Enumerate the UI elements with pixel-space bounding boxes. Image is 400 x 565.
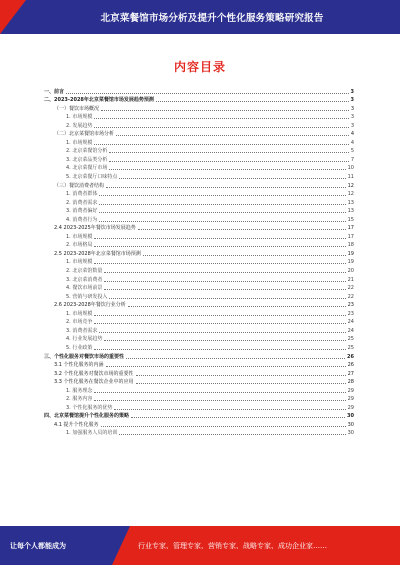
toc-dot-leader bbox=[99, 203, 345, 205]
toc-entry-page: 26 bbox=[347, 362, 354, 369]
toc-entry-title: 2. 北京菜餐馆分析 bbox=[66, 148, 108, 155]
toc-dot-leader bbox=[109, 160, 348, 162]
page-header bbox=[0, 0, 400, 34]
toc-entry[interactable] bbox=[44, 146, 354, 155]
toc-entry-page: 30 bbox=[347, 413, 354, 420]
toc-entry[interactable] bbox=[44, 325, 354, 334]
toc-entry-title: 5. 北京菜餐厅口味特点 bbox=[66, 174, 118, 181]
toc-entry-title: 1. 加强服务人员的培训 bbox=[66, 430, 118, 437]
toc-entry[interactable] bbox=[44, 308, 354, 317]
toc-entry-title: 2. 市场格局 bbox=[66, 242, 93, 249]
toc-entry-page: 30 bbox=[347, 430, 354, 437]
toc-entry-title: 5. 行业政策 bbox=[66, 344, 93, 351]
toc-entry-title: 4. 行业发展趋势 bbox=[66, 336, 103, 343]
toc-entry[interactable] bbox=[44, 248, 354, 257]
toc-entry-page: 24 bbox=[347, 319, 354, 326]
toc-entry-page: 27 bbox=[347, 370, 354, 377]
toc-dot-leader bbox=[66, 92, 349, 94]
toc-entry[interactable] bbox=[44, 274, 354, 283]
toc-entry-page: 13 bbox=[347, 208, 354, 215]
toc-entry-title: 2. 市场竞争 bbox=[66, 319, 93, 326]
toc-entry-page: 3 bbox=[350, 88, 354, 95]
toc-dot-leader bbox=[131, 416, 345, 418]
toc-entry-page: 5 bbox=[350, 148, 354, 155]
toc-entry[interactable] bbox=[44, 394, 354, 403]
toc-dot-leader bbox=[94, 322, 345, 324]
toc-entry-page: 13 bbox=[347, 199, 354, 206]
toc-entry-page: 12 bbox=[347, 191, 354, 198]
toc-entry[interactable] bbox=[44, 189, 354, 198]
toc-dot-leader bbox=[94, 262, 345, 264]
toc-entry[interactable] bbox=[44, 377, 354, 386]
toc-dot-leader bbox=[94, 126, 348, 128]
toc-entry-page: 30 bbox=[347, 421, 354, 428]
toc-dot-leader bbox=[128, 305, 346, 307]
toc-dot-leader bbox=[109, 168, 345, 170]
toc-entry[interactable] bbox=[44, 197, 354, 206]
toc-entry-page: 17 bbox=[347, 225, 354, 232]
toc-entry-title: 四、北京菜餐馆提升个性化服务的策略 bbox=[44, 413, 130, 420]
toc-entry[interactable] bbox=[44, 283, 354, 292]
toc-entry-title: 1. 服务理念 bbox=[66, 387, 93, 394]
toc-entry-page: 21 bbox=[347, 276, 354, 283]
toc-dot-leader bbox=[94, 348, 345, 350]
toc-entry-page: 25 bbox=[347, 336, 354, 343]
toc-entry[interactable] bbox=[44, 137, 354, 146]
toc-entry-page: 11 bbox=[347, 174, 354, 181]
toc-dot-leader bbox=[114, 408, 345, 410]
toc-entry-title: 2.4 2023-2025年餐饮市场发展趋势 bbox=[54, 225, 136, 232]
toc-entry-title: 3. 消费者偏好 bbox=[66, 208, 98, 215]
toc-entry-page: 4 bbox=[350, 131, 354, 138]
toc-entry[interactable] bbox=[44, 411, 354, 420]
toc-entry-page: 17 bbox=[347, 233, 354, 240]
toc-entry-title: 三、个性化服务对餐饮市场的重要性 bbox=[44, 353, 125, 360]
toc-entry-page: 24 bbox=[347, 327, 354, 334]
toc-dot-leader bbox=[104, 288, 345, 290]
toc-dot-leader bbox=[94, 237, 345, 239]
toc-entry-page: 3 bbox=[350, 105, 354, 112]
toc-entry-page: 29 bbox=[347, 404, 354, 411]
toc-entry-page: 10 bbox=[347, 165, 354, 172]
toc-entry-page: 28 bbox=[347, 379, 354, 386]
toc-entry-title: 二、2023-2028年北京菜餐馆市场发展趋势预测 bbox=[44, 97, 154, 104]
toc-entry[interactable] bbox=[44, 154, 354, 163]
toc-dot-leader bbox=[94, 117, 348, 119]
toc-entry-title: 4. 北京菜餐厅市场 bbox=[66, 165, 108, 172]
toc-entry-title: 4. 餐饮市场前景 bbox=[66, 285, 103, 292]
toc-entry[interactable] bbox=[44, 240, 354, 249]
toc-dot-leader bbox=[99, 211, 345, 213]
toc-entry-page: 3 bbox=[350, 97, 354, 104]
toc-dot-leader bbox=[126, 357, 345, 359]
toc-entry-title: 3.3 个性化服务在餐饮企业中的应用 bbox=[54, 379, 134, 386]
header-red-accent bbox=[0, 0, 26, 34]
footer-slogan-right bbox=[112, 526, 400, 565]
toc-entry-title: 2. 北京菜馆数量 bbox=[66, 268, 103, 275]
page-footer bbox=[0, 526, 400, 565]
toc-dot-leader bbox=[99, 194, 345, 196]
toc-dot-leader bbox=[94, 391, 345, 393]
toc-dot-leader bbox=[94, 314, 345, 316]
table-of-contents bbox=[44, 86, 354, 436]
toc-dot-leader bbox=[94, 399, 345, 401]
toc-entry[interactable] bbox=[44, 257, 354, 266]
toc-entry-page: 22 bbox=[347, 293, 354, 300]
toc-entry-title: 2.6 2023-2028年餐饮行业分析 bbox=[54, 302, 126, 309]
toc-entry-page: 15 bbox=[347, 216, 354, 223]
toc-entry-page: 29 bbox=[347, 396, 354, 403]
toc-entry[interactable] bbox=[44, 402, 354, 411]
toc-entry-title: 1. 市场规模 bbox=[66, 114, 93, 121]
toc-entry-title: （一）餐饮市场概况 bbox=[54, 105, 100, 112]
toc-entry-title: 3. 北京菜品类分析 bbox=[66, 156, 108, 163]
toc-entry-page: 19 bbox=[347, 259, 354, 266]
toc-dot-leader bbox=[109, 297, 345, 299]
toc-dot-leader bbox=[104, 280, 345, 282]
toc-entry-title: 1. 市场规模 bbox=[66, 139, 93, 146]
toc-entry-title: 1. 市场规模 bbox=[66, 233, 93, 240]
toc-entry-title: 2. 服务内容 bbox=[66, 396, 93, 403]
toc-entry-title: 3. 个性化服务的优势 bbox=[66, 404, 113, 411]
toc-dot-leader bbox=[119, 433, 345, 435]
footer-divider-shape bbox=[112, 526, 130, 565]
toc-entry[interactable] bbox=[44, 231, 354, 240]
toc-dot-leader bbox=[156, 100, 349, 102]
toc-entry-page: 18 bbox=[347, 242, 354, 249]
toc-entry-page: 7 bbox=[350, 156, 354, 163]
toc-dot-leader bbox=[101, 109, 349, 111]
toc-dot-leader bbox=[136, 382, 346, 384]
toc-entry-title: 2. 消费者需求 bbox=[66, 199, 98, 206]
toc-entry[interactable] bbox=[44, 129, 354, 138]
toc-entry-title: 1. 市场规模 bbox=[66, 310, 93, 317]
report-title: 北京菜餐馆市场分析及提升个性化服务策略研究报告 bbox=[100, 13, 324, 24]
toc-entry-page: 23 bbox=[347, 310, 354, 317]
toc-dot-leader bbox=[143, 254, 346, 256]
toc-dot-leader bbox=[109, 151, 348, 153]
toc-dot-leader bbox=[104, 339, 345, 341]
toc-dot-leader bbox=[138, 228, 346, 230]
toc-dot-leader bbox=[116, 134, 349, 136]
toc-entry-page: 26 bbox=[347, 353, 354, 360]
toc-entry[interactable] bbox=[44, 95, 354, 104]
toc-entry-page: 3 bbox=[350, 114, 354, 121]
toc-entry-title: 4.1 提升个性化服务 bbox=[54, 421, 99, 428]
toc-entry[interactable] bbox=[44, 428, 354, 437]
toc-dot-leader bbox=[94, 245, 345, 247]
toc-entry[interactable] bbox=[44, 360, 354, 369]
toc-entry-title: 3.2 个性化服务对餐饮市场的重要性 bbox=[54, 370, 134, 377]
toc-entry[interactable] bbox=[44, 86, 354, 95]
footer-slogan-left: 让每个人都能成为 bbox=[10, 541, 66, 550]
toc-dot-leader bbox=[106, 186, 346, 188]
toc-entry-page: 22 bbox=[347, 285, 354, 292]
toc-entry-page: 25 bbox=[347, 344, 354, 351]
toc-entry[interactable] bbox=[44, 419, 354, 428]
toc-entry-title: 1. 消费者群体 bbox=[66, 191, 98, 198]
toc-entry[interactable] bbox=[44, 351, 354, 360]
toc-dot-leader bbox=[94, 143, 348, 145]
toc-entry[interactable] bbox=[44, 368, 354, 377]
toc-entry-title: 3.1 个性化服务的内涵 bbox=[54, 362, 104, 369]
toc-entry[interactable] bbox=[44, 214, 354, 223]
toc-entry-page: 3 bbox=[350, 122, 354, 129]
toc-dot-leader bbox=[119, 177, 345, 179]
toc-entry[interactable] bbox=[44, 163, 354, 172]
toc-dot-leader bbox=[99, 220, 345, 222]
toc-entry-title: 一、前言 bbox=[44, 88, 65, 95]
toc-entry-page: 23 bbox=[347, 302, 354, 309]
toc-entry-title: 2. 发展趋势 bbox=[66, 122, 93, 129]
toc-entry-page: 19 bbox=[347, 250, 354, 257]
toc-entry[interactable] bbox=[44, 342, 354, 351]
toc-entry-title: 1. 市场规模 bbox=[66, 259, 93, 266]
toc-entry-page: 4 bbox=[350, 139, 354, 146]
toc-entry-page: 29 bbox=[347, 387, 354, 394]
toc-entry-title: 5. 营销与研发投入 bbox=[66, 293, 108, 300]
toc-dot-leader bbox=[106, 365, 346, 367]
toc-entry-title: 3. 北京菜消费者 bbox=[66, 276, 103, 283]
toc-entry[interactable] bbox=[44, 265, 354, 274]
toc-entry-title: （二）北京菜餐馆市场分析 bbox=[54, 131, 115, 138]
toc-entry[interactable] bbox=[44, 206, 354, 215]
toc-entry[interactable] bbox=[44, 103, 354, 112]
toc-dot-leader bbox=[104, 271, 345, 273]
toc-entry[interactable] bbox=[44, 385, 354, 394]
toc-dot-leader bbox=[99, 331, 345, 333]
toc-entry[interactable] bbox=[44, 180, 354, 189]
toc-heading: 内容目录 bbox=[173, 60, 226, 74]
toc-entry-title: （三）餐饮消费者结构 bbox=[54, 182, 105, 189]
toc-entry-title: 3. 消费者需求 bbox=[66, 327, 98, 334]
toc-entry-page: 20 bbox=[347, 268, 354, 275]
toc-entry[interactable] bbox=[44, 300, 354, 309]
toc-dot-leader bbox=[101, 425, 346, 427]
toc-entry[interactable] bbox=[44, 171, 354, 180]
toc-entry[interactable] bbox=[44, 112, 354, 121]
toc-entry-page: 12 bbox=[347, 182, 354, 189]
toc-dot-leader bbox=[136, 374, 346, 376]
toc-entry[interactable] bbox=[44, 334, 354, 343]
toc-entry[interactable] bbox=[44, 291, 354, 300]
toc-entry-title: 2.5 2023-2028年北京菜餐馆市场预测 bbox=[54, 250, 141, 257]
toc-entry[interactable] bbox=[44, 223, 354, 232]
footer-slogan-right-text: 行业专家、管理专家、营销专家、战略专家、成功企业家…… bbox=[138, 541, 327, 550]
toc-entry[interactable] bbox=[44, 317, 354, 326]
toc-entry-title: 4. 消费者行为 bbox=[66, 216, 98, 223]
toc-entry[interactable] bbox=[44, 120, 354, 129]
